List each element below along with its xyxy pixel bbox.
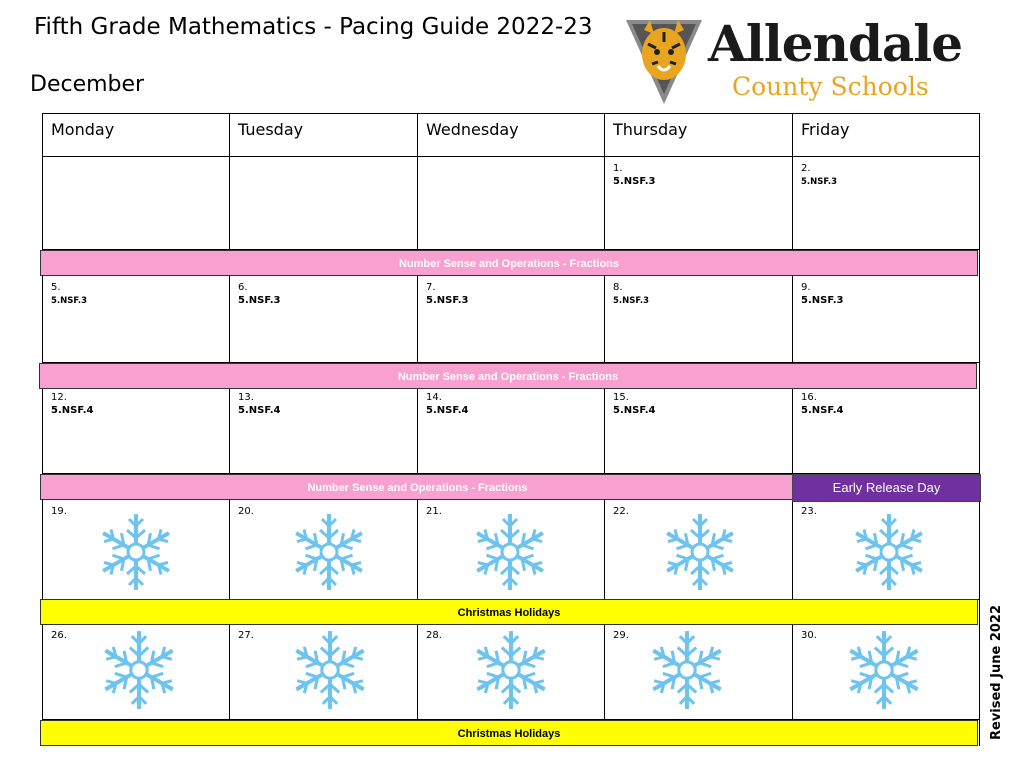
snowflake-icon bbox=[94, 510, 178, 594]
calendar-day: 30. bbox=[801, 630, 817, 641]
snowflake-icon bbox=[287, 627, 373, 713]
page-title: Fifth Grade Mathematics - Pacing Guide 2022-23 bbox=[34, 14, 593, 40]
snowflake-icon bbox=[841, 627, 927, 713]
calendar-day: 7. 5.NSF.3 bbox=[426, 282, 469, 306]
topic-band: Number Sense and Operations - Fractions bbox=[40, 474, 795, 500]
calendar-day: 12. 5.NSF.4 bbox=[51, 392, 94, 416]
holiday-band: Christmas Holidays bbox=[40, 720, 978, 746]
revised-note: Revised June 2022 bbox=[989, 604, 1004, 740]
calendar-day: 20. bbox=[238, 506, 254, 517]
snowflake-icon bbox=[287, 510, 371, 594]
calendar-day: 15. 5.NSF.4 bbox=[613, 392, 656, 416]
calendar-day: 26. bbox=[51, 630, 67, 641]
calendar-day: 21. bbox=[426, 506, 442, 517]
holiday-band: Christmas Holidays bbox=[40, 599, 978, 625]
day-header-tuesday: Tuesday bbox=[238, 120, 304, 139]
school-logo bbox=[624, 14, 964, 106]
day-header-wednesday: Wednesday bbox=[426, 120, 519, 139]
day-header-friday: Friday bbox=[801, 120, 850, 139]
month-heading: December bbox=[30, 72, 145, 97]
snowflake-icon bbox=[96, 627, 182, 713]
snowflake-icon bbox=[644, 627, 730, 713]
snowflake-icon bbox=[847, 510, 931, 594]
snowflake-icon bbox=[468, 627, 554, 713]
calendar-day: 23. bbox=[801, 506, 817, 517]
early-release-badge: Early Release Day bbox=[792, 474, 981, 502]
calendar-day: 8. 5.NSF.3 bbox=[613, 282, 650, 306]
calendar-day: 2. 5.NSF.3 bbox=[801, 163, 838, 187]
tiger-mascot-icon bbox=[624, 14, 704, 106]
logo-name: Allendale bbox=[708, 14, 963, 73]
calendar-day: 1. 5.NSF.3 bbox=[613, 163, 656, 187]
calendar-day: 16. 5.NSF.4 bbox=[801, 392, 844, 416]
topic-band: Number Sense and Operations - Fractions bbox=[40, 250, 978, 276]
calendar-day: 6. 5.NSF.3 bbox=[238, 282, 281, 306]
calendar-day: 5. 5.NSF.3 bbox=[51, 282, 88, 306]
topic-band: Number Sense and Operations - Fractions bbox=[39, 363, 977, 389]
logo-subtitle: County Schools bbox=[732, 72, 929, 101]
calendar-day: 19. bbox=[51, 506, 67, 517]
snowflake-icon bbox=[468, 510, 552, 594]
calendar-day: 29. bbox=[613, 630, 629, 641]
calendar-day: 22. bbox=[613, 506, 629, 517]
calendar-day: 14. 5.NSF.4 bbox=[426, 392, 469, 416]
snowflake-icon bbox=[658, 510, 742, 594]
calendar-day: 27. bbox=[238, 630, 254, 641]
calendar-day: 9. 5.NSF.3 bbox=[801, 282, 844, 306]
calendar-day: 13. 5.NSF.4 bbox=[238, 392, 281, 416]
calendar-day: 28. bbox=[426, 630, 442, 641]
day-header-thursday: Thursday bbox=[613, 120, 688, 139]
day-header-monday: Monday bbox=[51, 120, 115, 139]
